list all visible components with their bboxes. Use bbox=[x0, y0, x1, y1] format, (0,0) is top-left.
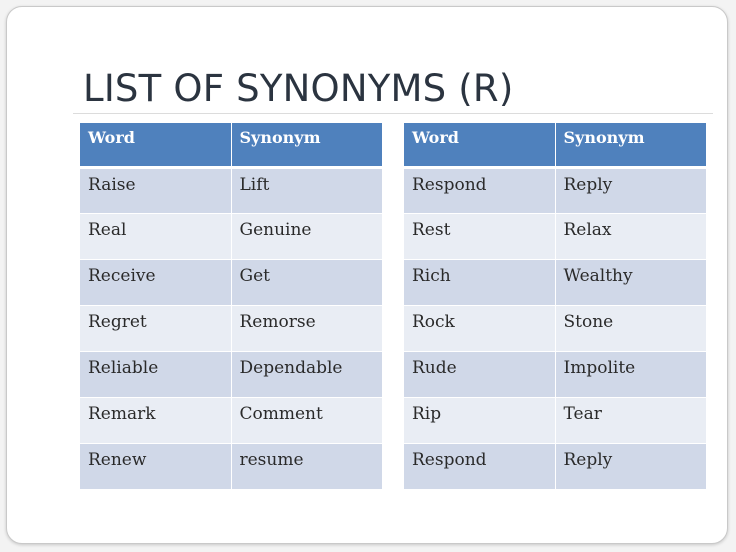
word-cell: Regret bbox=[80, 305, 231, 351]
table-row bbox=[80, 167, 382, 213]
word-cell: Remark bbox=[80, 397, 231, 443]
table-row bbox=[404, 305, 706, 351]
synonym-cell: Reply bbox=[555, 443, 706, 489]
title-divider bbox=[73, 113, 713, 114]
slide bbox=[6, 6, 728, 544]
word-cell: Raise bbox=[80, 167, 231, 213]
synonym-cell: Get bbox=[231, 259, 382, 305]
slide-title: LIST OF SYNONYMS (R) bbox=[83, 67, 514, 110]
table-row bbox=[80, 443, 382, 489]
synonym-cell: Stone bbox=[555, 305, 706, 351]
table-header-row bbox=[404, 123, 706, 167]
synonym-cell: resume bbox=[231, 443, 382, 489]
word-cell: Rude bbox=[404, 351, 555, 397]
word-cell: Renew bbox=[80, 443, 231, 489]
table-row bbox=[80, 351, 382, 397]
table-header-row bbox=[80, 123, 382, 167]
word-cell: Rock bbox=[404, 305, 555, 351]
table-row bbox=[80, 305, 382, 351]
synonym-cell: Remorse bbox=[231, 305, 382, 351]
synonym-cell: Impolite bbox=[555, 351, 706, 397]
table-row bbox=[404, 443, 706, 489]
table-row bbox=[404, 397, 706, 443]
word-cell: Reliable bbox=[80, 351, 231, 397]
table-row bbox=[404, 213, 706, 259]
synonym-cell: Tear bbox=[555, 397, 706, 443]
table-row bbox=[404, 351, 706, 397]
synonym-cell: Relax bbox=[555, 213, 706, 259]
synonym-cell: Genuine bbox=[231, 213, 382, 259]
word-cell: Real bbox=[80, 213, 231, 259]
word-cell: Respond bbox=[404, 167, 555, 213]
word-cell: Rest bbox=[404, 213, 555, 259]
table-row bbox=[80, 397, 382, 443]
header-synonym: Synonym bbox=[555, 123, 706, 167]
table-row bbox=[80, 213, 382, 259]
word-cell: Rich bbox=[404, 259, 555, 305]
table-row bbox=[404, 167, 706, 213]
header-synonym: Synonym bbox=[231, 123, 382, 167]
synonym-cell: Reply bbox=[555, 167, 706, 213]
synonyms-table-left bbox=[80, 123, 382, 490]
word-cell: Receive bbox=[80, 259, 231, 305]
word-cell: Respond bbox=[404, 443, 555, 489]
table-row bbox=[404, 259, 706, 305]
table-row bbox=[80, 259, 382, 305]
header-word: Word bbox=[404, 123, 555, 167]
synonym-cell: Comment bbox=[231, 397, 382, 443]
synonym-cell: Wealthy bbox=[555, 259, 706, 305]
synonym-cell: Dependable bbox=[231, 351, 382, 397]
synonyms-table-right bbox=[404, 123, 706, 490]
word-cell: Rip bbox=[404, 397, 555, 443]
synonym-cell: Lift bbox=[231, 167, 382, 213]
header-word: Word bbox=[80, 123, 231, 167]
